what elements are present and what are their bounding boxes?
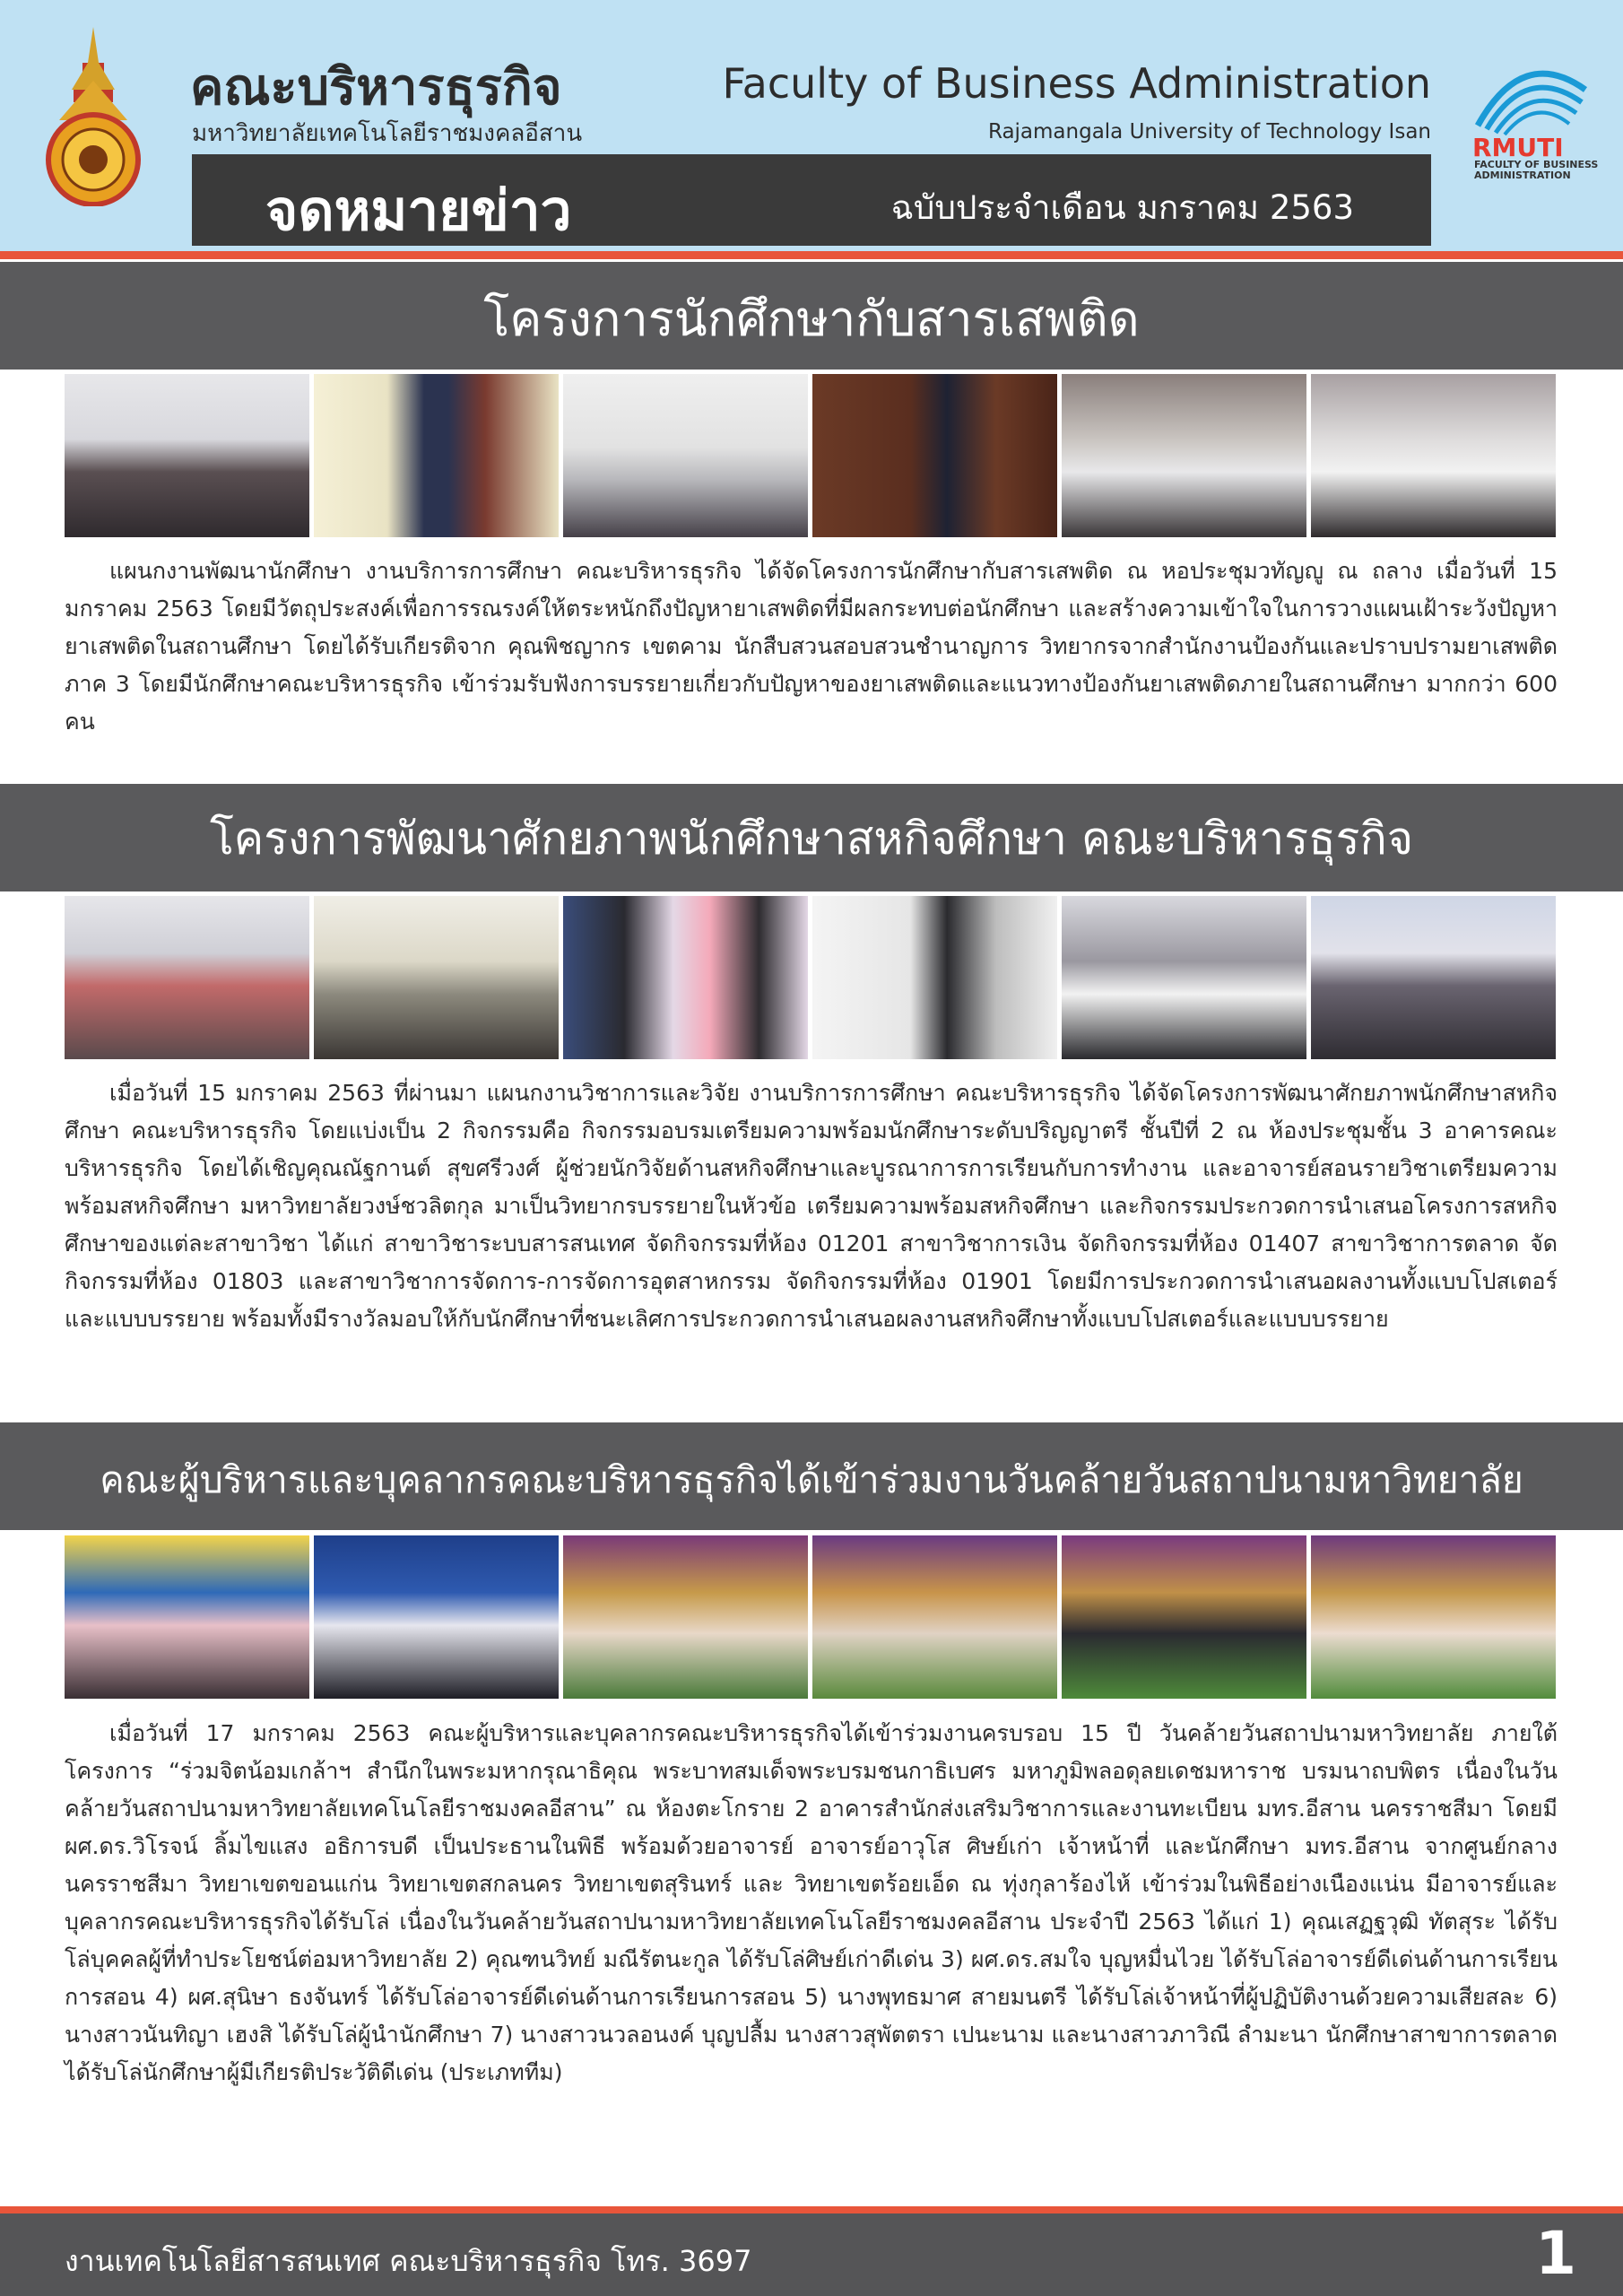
university-name-thai: มหาวิทยาลัยเทคโนโลยีราชมงคลอีสาน xyxy=(192,120,583,147)
photo-students-seated xyxy=(1062,374,1306,537)
logo-wordmark: RMUTI xyxy=(1472,133,1564,162)
section-3-header xyxy=(0,1422,1623,1530)
faculty-name-english: Faculty of Business Administration xyxy=(722,59,1431,108)
section-1-photo-strip xyxy=(65,374,1558,537)
section-1-title: โครงการนักศึกษากับสารเสพติด xyxy=(483,291,1140,347)
photo-plaque-ceremony-4 xyxy=(1311,1535,1556,1699)
section-2-header xyxy=(0,784,1623,891)
section-3-title: คณะผู้บริหารและบุคลากรคณะบริหารธุรกิจได้เข้าร่วมงานวันคล้ายวันสถาปนามหาวิทยาลัย xyxy=(100,1458,1523,1501)
photo-students-closeup xyxy=(1311,374,1556,537)
footer-contact: งานเทคโนโลยีสารสนเทศ คณะบริหารธุรกิจ โทร. 3697 xyxy=(65,2244,752,2278)
photo-student-speaking xyxy=(1062,896,1306,1059)
photo-group-audience xyxy=(65,896,309,1059)
header xyxy=(0,0,1623,256)
issue-label: ฉบับประจำเดือน มกราคม 2563 xyxy=(890,188,1354,227)
photo-plaque-ceremony-3 xyxy=(1062,1535,1306,1699)
faculty-name-thai: คณะบริหารธุรกิจ xyxy=(190,58,562,117)
photo-group-photo xyxy=(1311,896,1556,1059)
photo-oral-presentation xyxy=(812,896,1057,1059)
section-2-body: เมื่อวันที่ 15 มกราคม 2563 ที่ผ่านมา แผนกงานวิชาการและวิจัย งานบริการการศึกษา คณะบริหารธุรกิจ ได้จัดโครงการพัฒนาศักยภาพนักศึกษาสหกิจศึกษา คณะบริหารธุรกิจ โดยแบ่งเป็น 2 กิจกรรมคือ กิจกรรมอบรมเตรียมความพร้อมนักศึกษาระดับปริญญาตรี ชั้นปีที่ 2 ณ ห้องประชุมชั้น 3 อาคารคณะบริหารธุรกิจ โดยได้เชิญคุณณัฐกานต์ สุขศรีวงศ์ ผู้ช่วยนักวิจัยด้านสหกิจศึกษาและบูรณาการการเรียนกับการทำงาน และอาจารย์สอนรายวิชาเตรียมความพร้อมสหกิจศึกษา มหาวิทยาลัยวงษ์ชวลิตกุล มาเป็นวิทยากรบรรยายในหัวข้อ เตรียมความพร้อมสหกิจศึกษา และกิจกรรมประกวดการนำเสนอโครงการสหกิจศึกษาของแต่ละสาขาวิชา ได้แก่ สาขาวิชาระบบสารสนเทศ จัดกิจกรรมที่ห้อง 01201 สาขาวิชาการเงิน จัดกิจกรรมที่ห้อง 01407 สาขาวิชาการตลาด จัดกิจกรรมที่ห้อง 01803 และสาขาวิชาการจัดการ-การจัดการอุตสาหกรรม จัดกิจกรรมที่ห้อง 01901 โดยมีการประกวดการนำเสนอผลงานทั้งแบบโปสเตอร์และแบบบรรยาย พร้อมทั้งมีรางวัลมอบให้กับนักศึกษาที่ชนะเลิศการประกวดการนำเสนอผลงานสหกิจศึกษาทั้งแบบโปสเตอร์และแบบบรรยาย xyxy=(65,1080,1558,1332)
photo-plaque-ceremony-1 xyxy=(563,1535,808,1699)
photo-meeting-room xyxy=(314,896,559,1059)
page-number: 1 xyxy=(1535,2219,1576,2288)
section-1-body: แผนกงานพัฒนานักศึกษา งานบริการการศึกษา คณะบริหารธุรกิจ ได้จัดโครงการนักศึกษากับสารเสพติด ณ หอประชุมวทัญญู ณ ถลาง เมื่อวันที่ 15 มกราคม 2563 โดยมีวัตถุประสงค์เพื่อการรณรงค์ให้ตระหนักถึงปัญหายาเสพติดที่มีผลกระทบต่อนักศึกษา และสร้างความเข้าใจในการวางแผนเฝ้าระวังปัญหายาเสพติดในสถานศึกษา โดยได้รับเกียรติจาก คุณพิชญากร เขตคาม นักสืบสวนสอบสวนชำนาญการ วิทยากรจากสำนักงานป้องกันและปราบปรามยาเสพติด ภาค 3 โดยมีนักศึกษาคณะบริหารธุรกิจ เข้าร่วมรับฟังการบรรยายเกี่ยวกับปัญหาของยาเสพติดและแนวทางป้องกันยาเสพติดภายในสถานศึกษา มากกว่า 600 คน xyxy=(65,558,1558,735)
section-3-body: เมื่อวันที่ 17 มกราคม 2563 คณะผู้บริหารและบุคลากรคณะบริหารธุรกิจได้เข้าร่วมงานครบรอบ 15 ปี วันคล้ายวันสถาปนามหาวิทยาลัย ภายใต้โครงการ “ร่วมจิตน้อมเกล้าฯ สำนึกในพระมหากรุณาธิคุณ พระบาทสมเด็จพระบรมชนกาธิเบศร มหาภูมิพลอดุลยเดชมหาราช บรมนาถบพิตร เนื่องในวันคล้ายวันสถาปนามหาวิทยาลัยเทคโนโลยีราชมงคลอีสาน” ณ ห้องตะโกราย 2 อาคารสำนักส่งเสริมวิชาการและงานทะเบียน มทร.อีสาน นครราชสีมา โดยมี ผศ.ดร.วิโรจน์ ลิ้มไขแสง อธิการบดี เป็นประธานในพิธี พร้อมด้วยอาจารย์ อาจารย์อาวุโส ศิษย์เก่า เจ้าหน้าที่ และนักศึกษา มทร.อีสาน จากศูนย์กลางนครราชสีมา วิทยาเขตขอนแก่น วิทยาเขตสกลนคร วิทยาเขตสุรินทร์ และ วิทยาเขตร้อยเอ็ด ณ ทุ่งกุลาร้องไห้ เข้าร่วมในพิธีอย่างเนืองแน่น มีอาจารย์และบุคลากรคณะบริหารธุรกิจได้รับโล่ เนื่องในวันคล้ายวันสถาปนามหาวิทยาลัยเทคโนโลยีราชมงคลอีสาน ประจำปี 2563 ได้แก่ 1) คุณเสฏฐวุฒิ ทัตสุระ ได้รับโล่บุคคลผู้ที่ทำประโยชน์ต่อมหาวิทยาลัย 2) คุณฑนวิทย์ มณีรัตนะกูล ได้รับโล่ศิษย์เก่าดีเด่น 3) ผศ.ดร.สมใจ บุญหมื่นไวย ได้รับโล่อาจารย์ดีเด่นด้านการเรียนการสอน 4) ผศ.สุนิษา ธงจันทร์ ได้รับโล่อาจารย์ดีเด่นด้านการเรียนการสอน 5) นางพุทธมาศ สายมนตรี ได้รับโล่เจ้าหน้าที่ผู้ปฏิบัติงานด้วยความเสียสละ 6) นางสาวนันทิญา เฮงสิ ได้รับโล่ผู้นำนักศึกษา 7) นางสาวนวลอนงค์ บุญปลื้ม นางสาวสุพัตตรา เปนะนาม และนางสาวภาวิณี ลำมะนา นักศึกษาสาขาการตลาด ได้รับโล่นักศึกษาผู้มีเกียรติประวัติดีเด่น (ประเภททีม) xyxy=(65,1720,1558,2085)
footer xyxy=(0,2213,1623,2296)
logo-subtitle: FACULTY OF BUSINESS ADMINISTRATION xyxy=(1474,159,1599,181)
photo-award-group-stage xyxy=(314,1535,559,1699)
photo-poster-presentation xyxy=(563,896,808,1059)
section-2-photo-strip xyxy=(65,896,1558,1059)
newsletter-title: จดหมายข่าว xyxy=(265,178,572,243)
photo-award-group-banner xyxy=(65,1535,309,1699)
section-2-title: โครงการพัฒนาศักยภาพนักศึกษาสหกิจศึกษา คณะบริหารธุรกิจ xyxy=(209,813,1414,865)
footer-divider xyxy=(0,2206,1623,2213)
photo-plaque-ceremony-2 xyxy=(812,1535,1057,1699)
photo-certificate-handover xyxy=(314,374,559,537)
university-name-english: Rajamangala University of Technology Isan xyxy=(987,120,1431,144)
header-divider xyxy=(0,251,1623,259)
university-seal-icon xyxy=(39,27,147,206)
photo-auditorium-crowd xyxy=(65,374,309,537)
section-3-photo-strip xyxy=(65,1535,1558,1699)
section-1-header xyxy=(0,262,1623,370)
photo-hall-wide xyxy=(563,374,808,537)
newsletter-banner xyxy=(192,154,1431,246)
photo-speaker xyxy=(812,374,1057,537)
